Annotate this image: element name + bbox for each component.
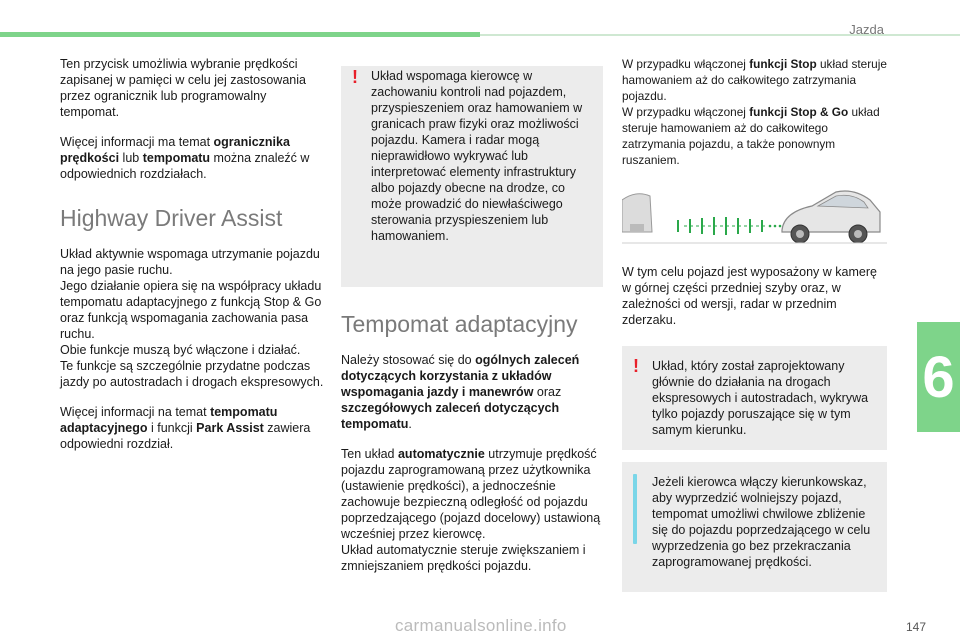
warning-text: Układ, który został zaprojektowany głównie do działania na drogach ekspresowych i autostradach, wykrywa tylko pojazdy poruszające się w tym samym kierunku. <box>652 359 869 437</box>
section-title: Jazda <box>849 22 884 37</box>
column-left <box>60 56 325 466</box>
paragraph: Układ aktywnie wspomaga utrzymanie pojazdu na jego pasie ruchu. Jego działanie opiera się na współpracy układu tempomatu adaptacyjnego z funkcją Stop & Go oraz funkcją wspomagania zachowania pasa ruchu. Obie funkcje muszą być włączone i działać. Te funkcje są szczególnie przydatne podczas jazdy po autostradach i drogach ekspresowych. <box>60 247 324 389</box>
car-radar-illustration <box>622 182 887 252</box>
header-accent-bar <box>0 32 480 37</box>
warning-box <box>622 346 887 450</box>
watermark: carmanualsonline.info <box>395 616 567 635</box>
warning-icon: ! <box>352 67 358 87</box>
heading-highway-driver-assist: Highway Driver Assist <box>60 205 283 231</box>
warning-box <box>341 66 603 287</box>
page-number: 147 <box>905 620 926 634</box>
column-right <box>622 56 887 592</box>
paragraph: W tym celu pojazd jest wyposażony w kamerę w górnej części przedniej szyby oraz, w zależności od wersji, radar w przednim zderzaku. <box>622 265 877 327</box>
warning-icon: ! <box>633 356 639 376</box>
paragraph: Więcej informacji ma temat ogranicznika prędkości lub tempomatu można znaleźć w odpowiednich rozdziałach. <box>60 135 310 181</box>
paragraph: Należy stosować się do ogólnych zaleceń dotyczących korzystania z układów wspomagania jazdy i manewrów oraz szczegółowych zaleceń dotyczących tempomatu. <box>341 353 580 431</box>
paragraph: Ten układ automatycznie utrzymuje prędkość pojazdu zaprogramowaną przez użytkownika (ustawienie prędkości), a jednocześnie zachowuje bezpieczną odległość od pojazdu poprzedzającego (pojazd docelowy) ustawioną wcześniej przez kierowcę. Układ automatycznie steruje zwiększaniem i zmniejszaniem prędkości pojazdu. <box>341 447 601 573</box>
info-text: Jeżeli kierowca włączy kierunkowskaz, aby wyprzedzić wolniejszy pojazd, tempomat umożliwi chwilowe zbliżenie się do pojazdu poprzedzającego w celu wyprzedzenia go bez przekraczania zaprogramowanej prędkości. <box>652 475 871 569</box>
column-middle <box>341 66 603 588</box>
header-rule <box>480 34 960 36</box>
info-box <box>622 462 887 592</box>
paragraph: Ten przycisk umożliwia wybranie prędkości zapisanej w pamięci w celu jej zastosowania przez ogranicznik lub programowalny tempomat. <box>60 57 306 119</box>
chapter-tab: 6 <box>917 322 960 432</box>
info-icon <box>633 474 637 544</box>
heading-tempomat-adaptacyjny: Tempomat adaptacyjny <box>341 311 578 337</box>
paragraph: Więcej informacji na temat tempomatu adaptacyjnego i funkcji Park Assist zawiera odpowiedni rozdział. <box>60 405 311 451</box>
paragraph: W przypadku włączonej funkcji Stop układ steruje hamowaniem aż do całkowitego zatrzymania pojazdu. W przypadku włączonej funkcji Stop & Go układ steruje hamowaniem aż do całkowitego zatrzymania pojazdu, a także ponownym ruszaniem. <box>622 57 887 167</box>
car-radar-svg <box>622 182 887 248</box>
warning-text: Układ wspomaga kierowcę w zachowaniu kontroli nad pojazdem, przyspieszeniem oraz hamowaniem w granicach praw fizyki oraz możliwości pojazdu. Kamera i radar mogą nieprawidłowo wykrywać lub interpretować elementy infrastruktury albo pojazdy obecne na drodze, co może prowadzić do niewłaściwego sterowania przyspieszeniem lub hamowaniem. <box>371 69 583 243</box>
